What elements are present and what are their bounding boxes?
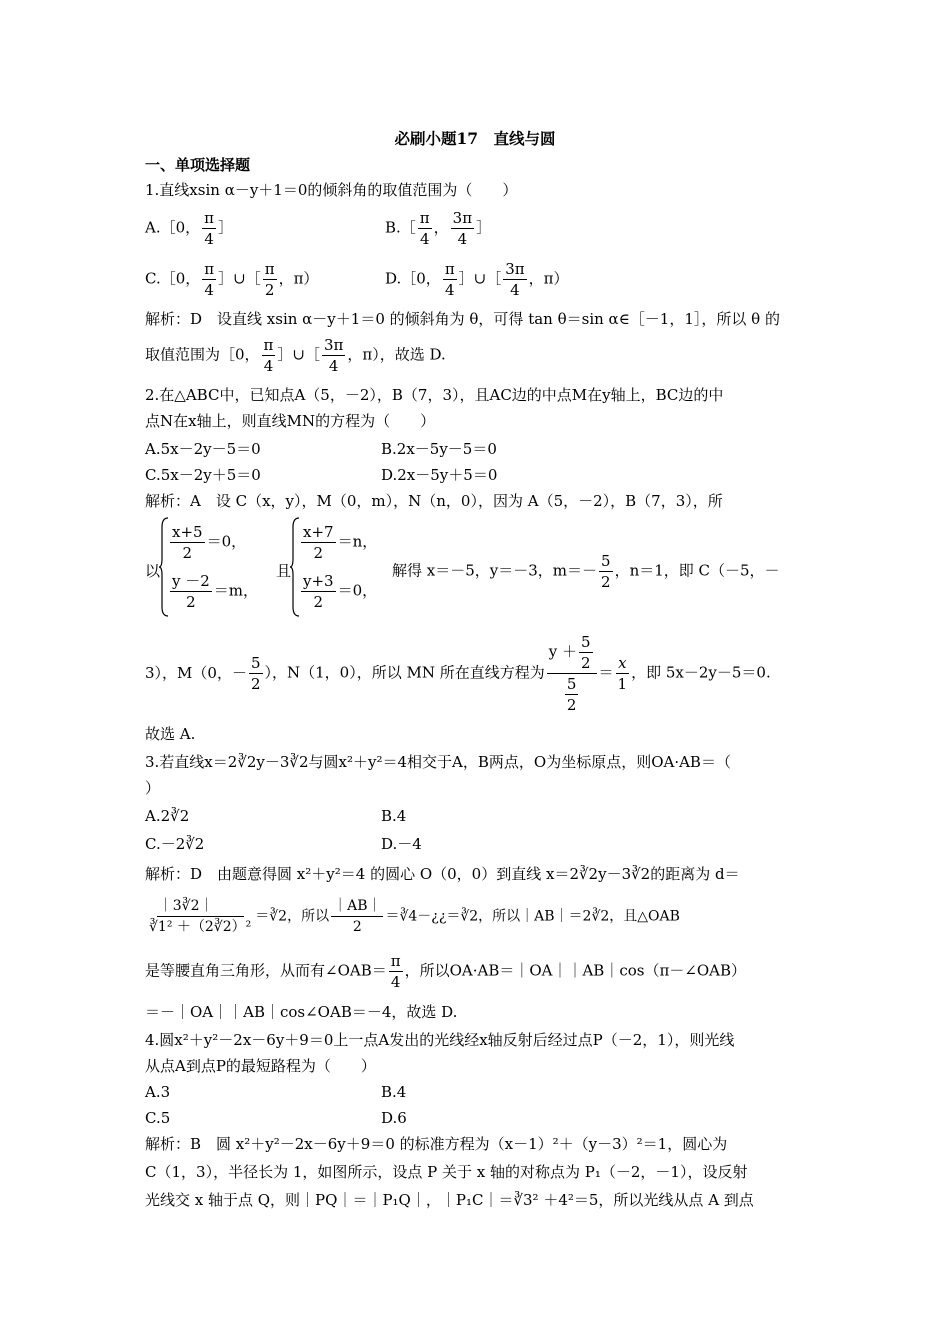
q4-solution-line1: 解析：B 圆 x²＋y²－2x－6y＋9＝0 的标准方程为（x－1）²＋（y－3）²＝1，圆心为 bbox=[145, 1135, 728, 1153]
fraction: $\frac{3\pi}{4}$ bbox=[452, 209, 473, 248]
q1-stem: 1.直线xsin α－y＋1＝0的倾斜角的取值范围为（ ） bbox=[145, 181, 518, 199]
q2-stem-line1: 2.在△ABC中，已知点A（5，－2），B（7，3），且AC边的中点M在y轴上，BC边的中 bbox=[145, 386, 724, 404]
fraction: $\frac{y+3}{2}$ bbox=[303, 572, 334, 611]
q3-option-a: A.2∛2 bbox=[145, 807, 190, 825]
q3-option-d: D.－4 bbox=[381, 835, 422, 853]
fraction: $\frac{x}{1}$ bbox=[617, 654, 628, 693]
fraction: $\frac{|3∛2|}{\text{∛1² ＋（2∛2）²}}$ bbox=[149, 898, 252, 935]
q3-stem-line2: ） bbox=[145, 779, 161, 797]
fraction: $\frac{5}{2}$ bbox=[601, 552, 611, 591]
q2-solve-line: 解得 x＝－5，y＝－3，m＝－ $\frac{5}{2}$ ，n＝1，即 C（－5，－ bbox=[392, 552, 780, 591]
q4-option-c: C.5 bbox=[145, 1109, 171, 1127]
q2-option-a: A.5x－2y－5＝0 bbox=[145, 440, 261, 458]
q2-option-b: B.2x－5y－5＝0 bbox=[381, 440, 497, 458]
equation-2: $\frac{y -2}{2}$ ＝m， bbox=[172, 572, 259, 611]
q3-solution-line3: 是等腰直角三角形，从而有∠OAB＝ $\frac{\pi}{4}$ ，所以OA·AB＝｜OA｜｜AB｜cos（π－∠OAB） bbox=[145, 952, 747, 991]
fraction: $\frac{5}{2}$ bbox=[566, 675, 577, 714]
q4-stem-line2: 从点A到点P的最短路程为（ ） bbox=[145, 1057, 376, 1075]
page-title: 必刷小题17 直线与圆 bbox=[394, 129, 556, 148]
q2-word-suo: 以 bbox=[145, 562, 161, 580]
q2-solution-end: 故选 A. bbox=[145, 725, 196, 743]
compound-fraction: y ＋ $\frac{5}{2}$ $\frac{5}{2}$ bbox=[547, 632, 597, 715]
fraction: $\frac{x+5}{2}$ bbox=[172, 523, 203, 562]
fraction: $\frac{\pi}{4}$ bbox=[444, 260, 455, 299]
fraction: $\frac{y -2}{2}$ bbox=[172, 572, 210, 611]
q4-option-a: A.3 bbox=[145, 1083, 171, 1101]
fraction: $\frac{\pi}{4}$ bbox=[390, 952, 401, 991]
fraction: $\frac{5}{2}$ bbox=[250, 654, 261, 693]
q1-option-b: B.［ $\frac{\pi}{4}$ ， $\frac{3\pi}{4}$ ］ bbox=[385, 209, 492, 248]
q1-option-d: D.［0， $\frac{\pi}{4}$ ］∪［ $\frac{3\pi}{4}$ ，π） bbox=[385, 260, 569, 299]
q2-solution-line3: 3），M（0，－ $\frac{5}{2}$ ），N（1，0），所以 MN 所在直线方程为 y ＋ $\frac{5}{2}$ $\frac{5}{2}$ ＝ $\frac{x}{1}$ ，即 5x－2y－5＝0. bbox=[145, 633, 771, 714]
fraction: $\frac{\pi}{2}$ bbox=[264, 260, 275, 299]
q3-stem-line1: 3.若直线x＝2∛2y－3∛2与圆x²＋y²＝4相交于A，B两点，O为坐标原点，则OA·AB＝（ bbox=[145, 753, 731, 771]
section-heading: 一、单项选择题 bbox=[145, 156, 251, 174]
equation-3: $\frac{x+7}{2}$ ＝n， bbox=[303, 523, 378, 562]
q4-option-d: D.6 bbox=[381, 1109, 407, 1127]
q1-solution-line2: 取值范围为［0， $\frac{\pi}{4}$ ］∪［ $\frac{3\pi}{4}$ ，π），故选 D. bbox=[145, 336, 446, 375]
fraction: $\frac{3\pi}{4}$ bbox=[323, 336, 344, 375]
q1-option-c: C.［0， $\frac{\pi}{4}$ ］∪［ $\frac{\pi}{2}$ ，π） bbox=[145, 260, 319, 299]
fraction: $\frac{\pi}{4}$ bbox=[204, 260, 215, 299]
fraction: $\frac{3\pi}{4}$ bbox=[505, 260, 525, 299]
q4-stem-line1: 4.圆x²＋y²－2x－6y＋9＝0上一点A发出的光线经x轴反射后经过点P（－2，1），则光线 bbox=[145, 1031, 735, 1049]
q1-solution-line1: 解析：D 设直线 xsin α－y＋1＝0 的倾斜角为 θ，可得 tan θ＝sin α∈［－1，1］，所以 θ 的 bbox=[145, 310, 780, 328]
equation-4: $\frac{y+3}{2}$ ＝0， bbox=[303, 572, 378, 611]
equation-1: $\frac{x+5}{2}$ ＝0， bbox=[172, 523, 247, 562]
q1-option-a: A.［0， $\frac{\pi}{4}$ ］ bbox=[145, 209, 234, 248]
fraction: $\frac{5}{2}$ bbox=[580, 633, 591, 672]
q3-solution-line1: 解析：D 由题意得圆 x²＋y²＝4 的圆心 O（0，0）到直线 x＝2∛2y－3∛2的距离为 d＝ bbox=[145, 865, 740, 883]
q2-word-qie: 且 bbox=[276, 562, 292, 580]
q2-solution-line1: 解析：A 设 C（x，y），M（0，m），N（n，0），因为 A（5，－2），B（7，3），所 bbox=[145, 492, 723, 510]
fraction: $\frac{\pi}{4}$ bbox=[263, 336, 274, 375]
q3-solution-line2: $\frac{|3∛2|}{\text{∛1² ＋（2∛2）²}}$ ＝∛2，所以 $\frac{|AB|}{2}$ ＝∛4－¿¿＝∛2，所以｜AB｜＝2∛2，且△OAB bbox=[149, 898, 680, 935]
fraction: $\frac{\pi}{4}$ bbox=[204, 209, 215, 248]
fraction: $\frac{|AB|}{2}$ bbox=[333, 898, 382, 935]
q2-option-d: D.2x－5y＋5＝0 bbox=[381, 466, 498, 484]
q3-option-c: C.－2∛2 bbox=[145, 835, 205, 853]
q3-option-b: B.4 bbox=[381, 807, 407, 825]
q2-option-c: C.5x－2y＋5＝0 bbox=[145, 466, 261, 484]
fraction: $\frac{\pi}{4}$ bbox=[419, 209, 430, 248]
q4-solution-line2: C（1，3），半径长为 1，如图所示，设点 P 关于 x 轴的对称点为 P₁（－2，－1），设反射 bbox=[145, 1163, 748, 1181]
q4-option-b: B.4 bbox=[381, 1083, 407, 1101]
q4-solution-line3: 光线交 x 轴于点 Q，则｜PQ｜＝｜P₁Q｜，｜P₁C｜＝∛3² ＋4²＝5，所以光线从点 A 到点 bbox=[145, 1191, 754, 1209]
q3-solution-line4: ＝－｜OA｜｜AB｜cos∠OAB＝－4，故选 D. bbox=[145, 1003, 458, 1021]
q2-stem-line2: 点N在x轴上，则直线MN的方程为（ ） bbox=[145, 412, 436, 430]
fraction: $\frac{x+7}{2}$ bbox=[303, 523, 334, 562]
